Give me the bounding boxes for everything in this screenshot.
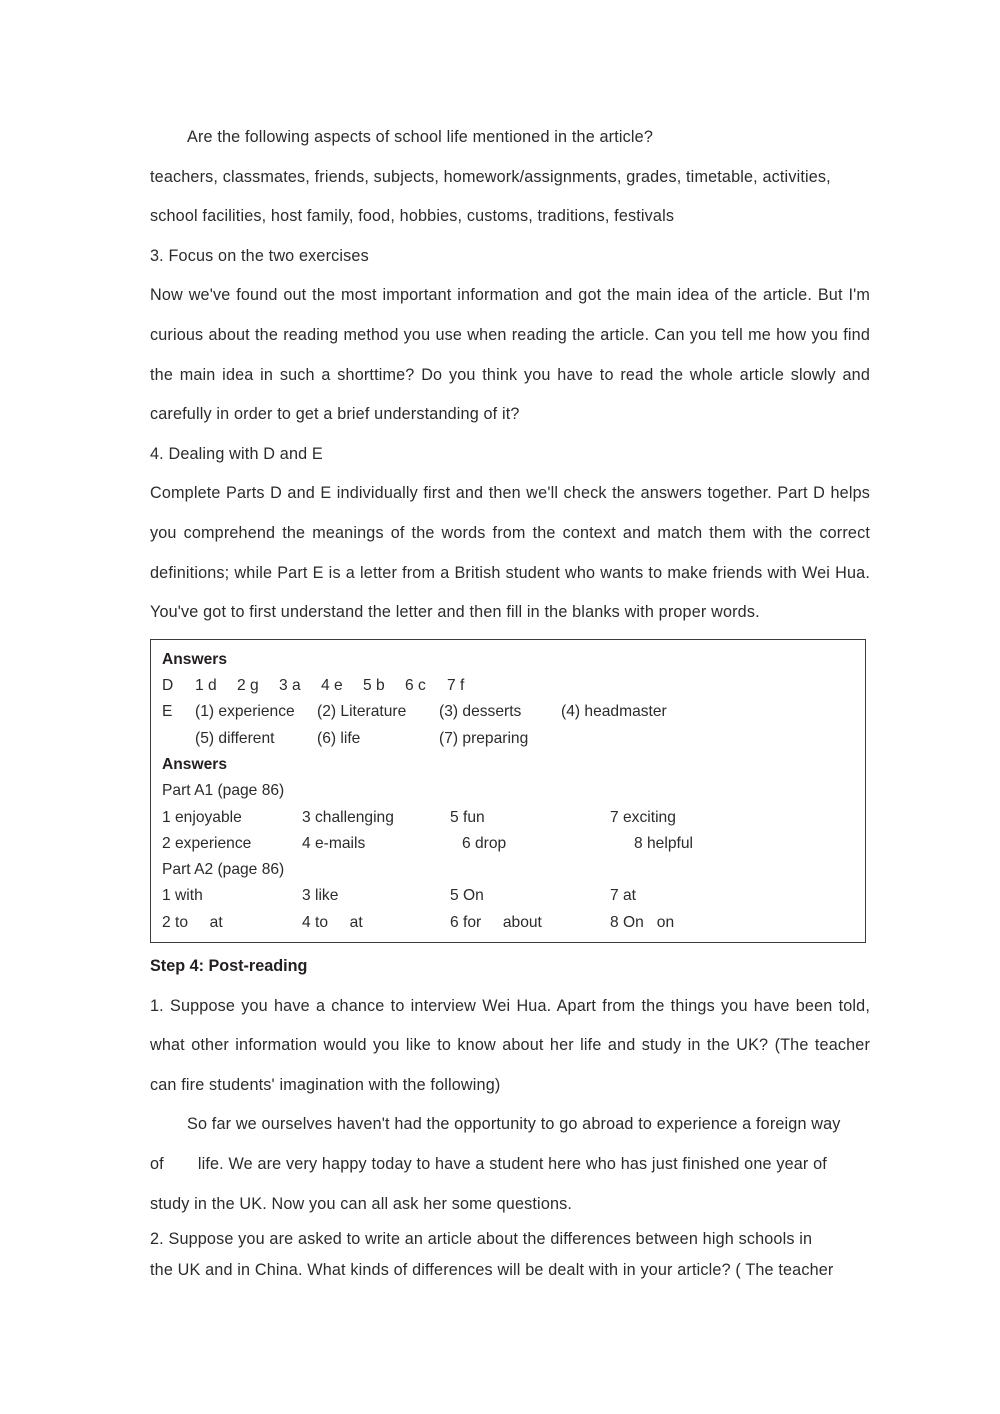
answers-row-part-d [151,673,865,699]
part-a1-label: Part A1 (page 86) [162,782,285,800]
part-a2-answer-8: 8 On on [610,913,675,931]
paragraph-sofar-line1: So far we ourselves haven't had the opportunity to go abroad to experience a foreign way [187,1115,841,1134]
answers-title-1: Answers [162,650,228,668]
part-a1-row-1 [151,805,865,831]
part-e-tag: E [162,703,173,721]
answers-row-part-e-1 [151,699,865,725]
part-d-pair-3: 3 a [279,677,301,695]
paragraph-post-1: 1. Suppose you have a chance to interview Wei Hua. Apart from the things you have been told, what other information would you like to know about her life and study in the UK? (The teacher can fire students' imagination with the following) [150,996,870,1094]
paragraph-item4-body: Complete Parts D and E individually first and then we'll check the answers together. Part D helps you comprehend the meanings of the words from the context and match them with the correct definitions; while Part E is a letter from a British student who wants to make friends with Wei Hua. You've got to first understand the letter and then fill in the blanks with proper words. [150,484,870,622]
paragraph-post-2-line2: the UK and in China. What kinds of differences will be dealt with in your article? ( The teacher [150,1261,834,1280]
step4-heading: Step 4: Post-reading [150,956,308,975]
part-a1-answer-6: 6 drop [462,834,507,852]
part-a1-answer-3: 3 challenging [302,808,394,826]
part-a2-row-2 [151,910,865,936]
part-e-tag-spacer [162,726,195,752]
paragraph-item3-body: Now we've found out the most important information and got the main idea of the article. But I'm curious about the reading method you use when reading the article. Can you tell me how you find the main idea in such a shorttime? Do you think you have to read the whole article slowly and carefully in order to get a brief understanding of it? [150,286,870,424]
part-a2-answer-2: 2 to at [162,913,223,931]
part-e-answer-7: (7) preparing [439,729,529,747]
part-d-pair-7: 7 f [447,677,465,695]
sofar-line2-prefix: of [150,1154,164,1173]
part-d-pair-5: 5 b [363,677,385,695]
part-a2-answer-7: 7 at [610,887,637,905]
paragraph-aspects-list-2: school facilities, host family, food, hobbies, customs, traditions, festivals [150,207,675,226]
paragraph-sofar-line2 [150,1145,870,1185]
part-e-answer-2: (2) Literature [317,703,407,721]
part-a2-answer-1: 1 with [162,887,203,905]
part-a1-answer-5: 5 fun [450,808,485,826]
sofar-line2-text: life. We are very happy today to have a student here who has just finished one year of [197,1154,827,1173]
part-d-pair-4: 4 e [321,677,343,695]
part-a2-answer-4: 4 to at [302,913,363,931]
part-e-answer-6: (6) life [317,729,361,747]
part-d-pair-1: 1 d [195,677,217,695]
part-a1-row-2 [151,831,865,857]
paragraph-sofar-line3: study in the UK. Now you can all ask her some questions. [150,1194,573,1213]
paragraph-aspects-question: Are the following aspects of school life mentioned in the article? [187,128,653,146]
part-a1-answer-4: 4 e-mails [302,834,366,852]
part-a2-answer-3: 3 like [302,887,339,905]
part-e-answer-3: (3) desserts [439,703,522,721]
part-e-answer-4: (4) headmaster [561,703,667,721]
answers-box [150,639,866,943]
part-a2-answer-5: 5 On [450,887,484,905]
part-a1-answer-7: 7 exciting [610,808,676,826]
part-a1-answer-1: 1 enjoyable [162,808,242,826]
part-d-tag: D [162,677,174,695]
part-a2-label: Part A2 (page 86) [162,861,285,879]
paragraph-aspects-list-1: teachers, classmates, friends, subjects, homework/assignments, grades, timetable, activities, [150,167,831,186]
part-d-pair-6: 6 c [405,677,426,695]
part-a1-answer-2: 2 experience [162,834,252,852]
part-a2-answer-6: 6 for about [450,913,542,931]
part-d-pair-2: 2 g [237,677,259,695]
paragraph-item4-heading: 4. Dealing with D and E [150,444,323,463]
paragraph-post-2-line1: 2. Suppose you are asked to write an article about the differences between high schools in [150,1230,813,1249]
part-e-answer-5: (5) different [195,729,275,747]
answers-row-part-e-2 [151,726,865,752]
part-a1-answer-8: 8 helpful [634,834,693,852]
part-a2-row-1 [151,883,865,909]
paragraph-item3-heading: 3. Focus on the two exercises [150,246,369,265]
answers-title-2: Answers [162,755,228,773]
part-e-answer-1: (1) experience [195,703,295,721]
